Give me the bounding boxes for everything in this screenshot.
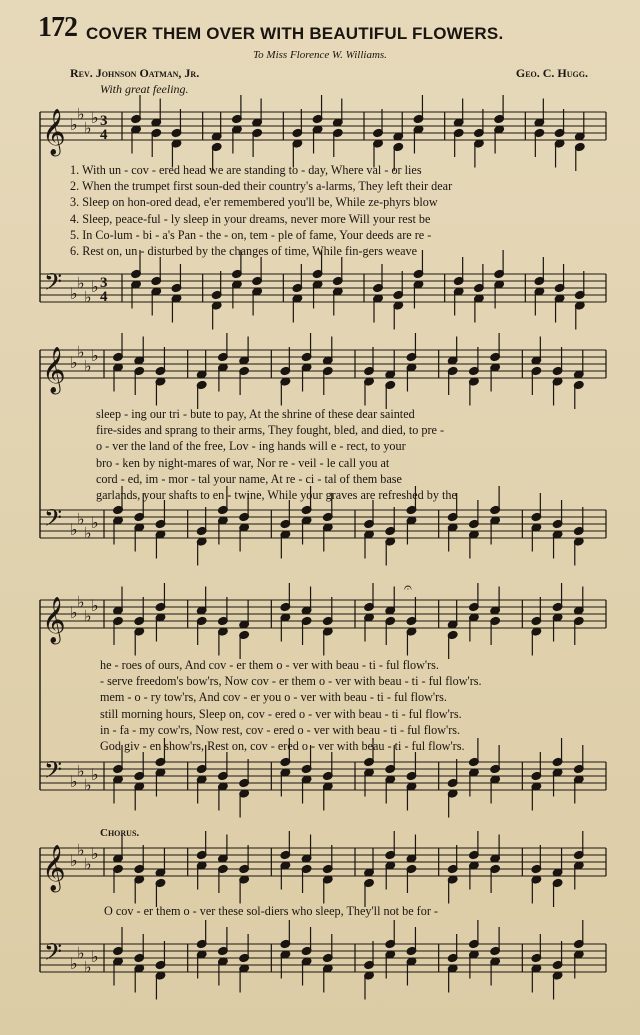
time-signature: 4 [100, 289, 108, 305]
lyric-line: cord - ed, im - mor - tal your name, At re - ci - tal of them base [96, 471, 402, 486]
flat-sign: ♭ [91, 277, 99, 296]
lyric-line: he - roes of ours, And cov - er them o - ver with beau - ti - ful flow'rs. [100, 658, 439, 672]
lyric-line: garlands, your shafts to en - twine, While your graves are refreshed by the [96, 488, 457, 503]
treble-clef-icon: 𝄞 [42, 109, 66, 155]
flat-sign: ♭ [84, 118, 92, 138]
fermata-icon: 𝄐 [404, 580, 412, 596]
lyric-line: sleep - ing our tri - bute to pay, At the shrine of these dear sainted [96, 407, 415, 421]
lyric-line: 3. Sleep on hon-ored dead, e'er remembered you'll be, While ze-phyrs blow [70, 195, 438, 210]
flat-sign: ♭ [70, 353, 78, 372]
flat-sign: ♭ [91, 346, 99, 365]
tempo-marking: With great feeling. [100, 82, 189, 96]
lyric-line: O cov - er them o - ver these sol-diers who sleep, They'll not be for - [104, 904, 438, 918]
flat-sign: ♭ [77, 592, 85, 612]
flat-sign: ♭ [77, 342, 85, 362]
treble-clef-icon: 𝄞 [42, 347, 66, 393]
flat-sign: ♭ [70, 603, 78, 622]
bass-clef-icon: 𝄢 [44, 268, 63, 301]
time-signature: 4 [100, 127, 108, 143]
lyric-line: 4. Sleep, peace-ful - ly sleep in your dreams, never more Will your rest be [70, 211, 431, 226]
lyric-line: fire-sides and sprang to their arms, They fought, bled, and died, to pre - [96, 423, 445, 438]
hymn-title: COVER THEM OVER WITH BEAUTIFUL FLOWERS. [86, 24, 504, 43]
flat-sign: ♭ [84, 854, 92, 874]
flat-sign: ♭ [84, 523, 92, 543]
flat-sign: ♭ [91, 947, 99, 966]
flat-sign: ♭ [70, 954, 78, 973]
flat-sign: ♭ [77, 104, 85, 124]
lyrics-block-4 [104, 903, 640, 919]
hymn-number: 172 [38, 12, 77, 43]
flat-sign: ♭ [70, 284, 78, 303]
lyric-line: 2. When the trumpet first soun-ded their country's a-larms, They left their dear [70, 179, 453, 194]
flat-sign: ♭ [91, 765, 99, 784]
dedication: To Miss Florence W. Williams. [253, 49, 387, 61]
flat-sign: ♭ [84, 356, 92, 376]
flat-sign: ♭ [91, 844, 99, 863]
flat-sign: ♭ [70, 520, 78, 539]
lyric-line: mem - o - ry tow'rs, And cov - er you o - ver with beau - ti - ful flow'rs. [100, 690, 447, 705]
flat-sign: ♭ [77, 509, 85, 529]
flat-sign: ♭ [84, 957, 92, 977]
flat-sign: ♭ [70, 772, 78, 791]
flat-sign: ♭ [77, 761, 85, 781]
flat-sign: ♭ [77, 273, 85, 293]
time-signature: 3 [100, 275, 108, 291]
chorus-label: Chorus. [100, 827, 140, 839]
lyric-line: God giv - en show'rs, Rest on, cov - ered o - ver with beau - ti - ful flow'rs. [100, 739, 465, 754]
lyric-line: bro - ken by night-mares of war, Nor re - veil - le call you at [96, 455, 390, 470]
author-credit: Rev. Johnson Oatman, Jr. [70, 66, 200, 80]
lyric-line: - serve freedom's bow'rs, Now cov - er them o - ver with beau - ti - ful flow'rs. [100, 674, 482, 689]
composer-credit: Geo. C. Hugg. [515, 66, 588, 80]
flat-sign: ♭ [84, 775, 92, 795]
lyric-line: 5. In Co-lum - bi - a's Pan - the - on, tem - ple of fame, Your deeds are re - [70, 227, 432, 242]
flat-sign: ♭ [77, 943, 85, 963]
flat-sign: ♭ [91, 513, 99, 532]
flat-sign: ♭ [91, 596, 99, 615]
flat-sign: ♭ [70, 851, 78, 870]
time-signature: 3 [100, 113, 108, 129]
treble-clef-icon: 𝄞 [42, 845, 66, 891]
flat-sign: ♭ [84, 287, 92, 307]
lyric-line: still morning hours, Sleep on, cov - ered o - ver with beau - ti - ful flow'rs. [100, 706, 462, 721]
flat-sign: ♭ [84, 606, 92, 626]
flat-sign: ♭ [77, 840, 85, 860]
lyric-line: 6. Rest on, un - disturbed by the changes of time, While fin-gers weave [70, 244, 418, 259]
treble-clef-icon: 𝄞 [42, 597, 66, 643]
bass-clef-icon: 𝄢 [44, 504, 63, 537]
flat-sign: ♭ [70, 115, 78, 134]
bass-clef-icon: 𝄢 [44, 938, 63, 971]
flat-sign: ♭ [91, 108, 99, 127]
bass-clef-icon: 𝄢 [44, 756, 63, 789]
lyric-line: 1. With un - cov - ered head we are standing to - day, Where val - or lies [70, 163, 422, 177]
lyric-line: in - fa - my cow'rs, Now rest, cov - ered o - ver with beau - ti - ful flow'rs. [100, 722, 461, 737]
lyric-line: o - ver the land of the free, Lov - ing hands will e - rect, to your [96, 439, 406, 454]
